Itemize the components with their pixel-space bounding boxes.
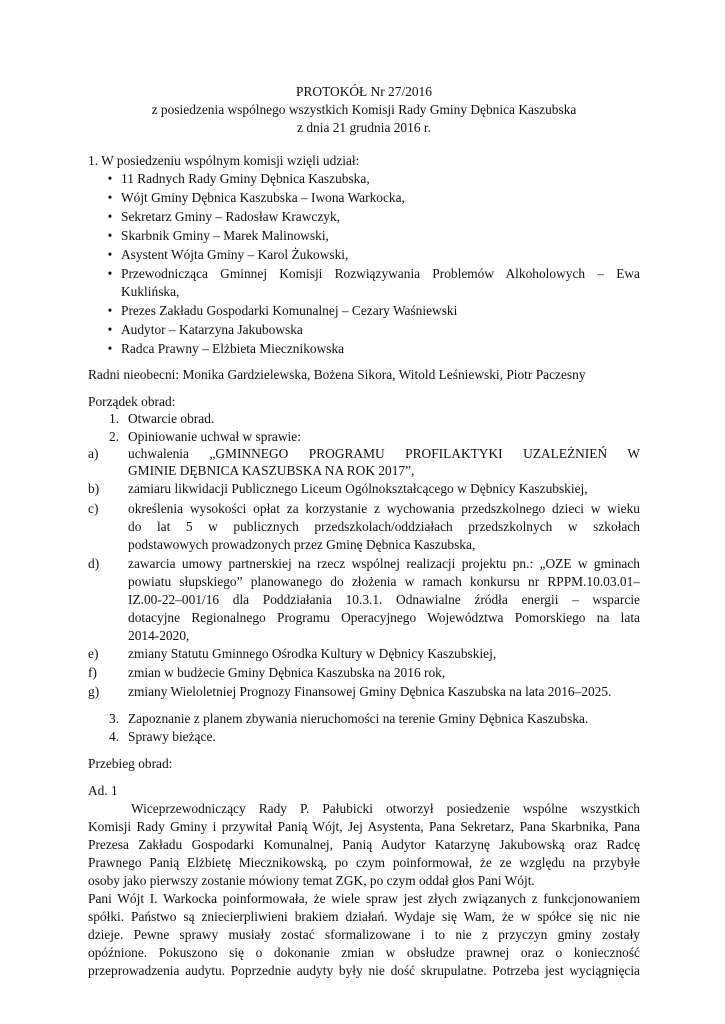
bullet-icon: •	[107, 303, 113, 318]
protocol-date: z dnia 21 grudnia 2016 r.	[297, 120, 431, 135]
subitem-line: 2014-2020,	[128, 628, 190, 643]
subitem-label: f)	[88, 665, 97, 680]
paragraph-line: Komisji Rady Gminy i przywitał Panią Wójt, Jej Asystenta, Pana Sekretarz, Pana Skarbnika, Pana	[88, 819, 640, 834]
paragraph-line: Prezesa Zakładu Gospodarki Komunalnej, Panią Audytor Katarzynę Jakubowską oraz Radcę	[88, 837, 640, 852]
subitem-line: zmiany Wieloletniej Prognozy Finansowej Gminy Dębnica Kaszubska na lata 2016–2025.	[128, 684, 612, 699]
list-item: Radca Prawny – Elżbieta Miecznikowska	[121, 341, 345, 356]
bullet-icon: •	[107, 247, 113, 262]
subitem-label: b)	[88, 481, 100, 496]
subitem-line: zmian w budżecie Gminy Dębnica Kaszubska na 2016 rok,	[128, 665, 446, 680]
agenda-item: Opiniowanie uchwał w sprawie:	[128, 429, 301, 444]
subitem-line: zmiany Statutu Gminnego Ośrodka Kultury w Dębnicy Kaszubskiej,	[128, 646, 497, 661]
list-item-continued: Kuklińska,	[121, 284, 180, 299]
subitem-line: IZ.00-22–001/16 dla Poddziałania 10.3.1. Odnawialne źródła energii – wsparcie	[128, 592, 640, 607]
paragraph-line: osoby jako pierwszy zostanie mówiony temat ZGK, po czym oddał głos Pani Wójt.	[88, 873, 535, 888]
paragraph-line: przeprowadzenia audytu. Poprzednie audyty były nie dość skrupulatne. Potrzeba jest wyciągnięcia	[88, 963, 640, 978]
list-item: Przewodnicząca Gminnej Komisji Rozwiązywania Problemów Alkoholowych – Ewa	[121, 266, 640, 281]
subitem-label: g)	[88, 684, 100, 699]
list-item: Audytor – Katarzyna Jakubowska	[121, 322, 303, 337]
subitem-line: podstawowych prowadzonych przez Gminę Dębnica Kaszubska,	[128, 537, 476, 552]
subitem-label: d)	[88, 556, 100, 571]
subitem-label: c)	[88, 501, 99, 516]
agenda-heading: Porządek obrad:	[88, 394, 176, 409]
bullet-icon: •	[107, 266, 113, 281]
agenda-number: 4.	[109, 729, 120, 744]
agenda-number: 3.	[109, 711, 120, 726]
bullet-icon: •	[107, 322, 113, 337]
bullet-icon: •	[107, 228, 113, 243]
subitem-line: GMINIE DĘBNICA KASZUBSKA NA ROK 2017”,	[128, 463, 415, 478]
list-item: Asystent Wójta Gminy – Karol Żukowski,	[121, 247, 349, 262]
paragraph-line: dzieje. Pewne sprawy musiały zostać sformalizowane i to nie z przyczyn gminy zostały	[88, 927, 640, 942]
protocol-title: PROTOKÓŁ Nr 27/2016	[296, 84, 432, 99]
subitem-line: określenia wysokości opłat za korzystanie z wychowania przedszkolnego dzieci w wieku	[128, 501, 640, 516]
subitem-line: dotacyjne Regionalnego Programu Operacyjnego Województwa Pomorskiego na lata	[128, 610, 640, 625]
subitem-label: a)	[88, 446, 99, 461]
subitem-label: e)	[88, 646, 99, 661]
ad-section-label: Ad. 1	[88, 783, 118, 798]
bullet-icon: •	[107, 190, 113, 205]
list-item: Sekretarz Gminy – Radosław Krawczyk,	[121, 209, 341, 224]
list-item: 11 Radnych Rady Gminy Dębnica Kaszubska,	[121, 171, 370, 186]
list-item: Prezes Zakładu Gospodarki Komunalnej – Cezary Waśniewski	[121, 303, 458, 318]
agenda-item: Otwarcie obrad.	[128, 411, 215, 426]
bullet-icon: •	[107, 341, 113, 356]
agenda-item: Zapoznanie z planem zbywania nieruchomości na terenie Gminy Dębnica Kaszubska.	[128, 711, 589, 726]
agenda-number: 2.	[109, 429, 120, 444]
subitem-line: powiatu słupskiego” planowanego do złożenia w ramach konkursu nr RPPM.10.03.01–	[128, 574, 640, 589]
bullet-icon: •	[107, 171, 113, 186]
protocol-subtitle: z posiedzenia wspólnego wszystkich Komisji Rady Gminy Dębnica Kaszubska	[151, 102, 577, 117]
agenda-item: Sprawy bieżące.	[128, 729, 216, 744]
subitem-line: do lat 5 w publicznych przedszkolach/oddziałach przedszkolnych w szkołach	[128, 519, 640, 534]
paragraph-line: Wiceprzewodniczący Rady P. Pałubicki otworzył posiedzenie wspólne wszystkich	[131, 801, 640, 816]
list-item: Wójt Gminy Dębnica Kaszubska – Iwona Warkocka,	[121, 190, 405, 205]
paragraph-line: Prawnego Panią Elżbietę Miecznikowską, po czym poinformował, że ze względu na przybyłe	[88, 855, 640, 870]
attendance-intro: 1. W posiedzeniu wspólnym komisji wzięli udział:	[88, 153, 360, 168]
bullet-icon: •	[107, 209, 113, 224]
absent-members: Radni nieobecni: Monika Gardzielewska, Bożena Sikora, Witold Leśniewski, Piotr Paczesny	[88, 367, 586, 382]
subitem-line: uchwalenia „GMINNEGO PROGRAMU PROFILAKTYKI UZALEŻNIEŃ W	[128, 446, 640, 461]
list-item: Skarbnik Gminy – Marek Malinowski,	[121, 228, 329, 243]
proceedings-heading: Przebieg obrad:	[88, 756, 173, 771]
paragraph-line: spółki. Państwo są zniecierpliwieni brakiem działań. Wydaje się Wam, że w spółce się nic nie	[88, 909, 640, 924]
subitem-line: zawarcia umowy partnerskiej na rzecz wspólnej realizacji projektu pn.: „OZE w gminach	[128, 556, 640, 571]
paragraph-line: opóźnione. Pokuszono się o dokonanie zmian w obsłudze prawnej oraz o konieczność	[88, 945, 640, 960]
paragraph-line: Pani Wójt I. Warkocka poinformowała, że wiele spraw jest złych związanych z funkcjonowaniem	[88, 891, 640, 906]
agenda-number: 1.	[109, 411, 120, 426]
subitem-line: zamiaru likwidacji Publicznego Liceum Ogólnokształcącego w Dębnicy Kaszubskiej,	[128, 481, 588, 496]
